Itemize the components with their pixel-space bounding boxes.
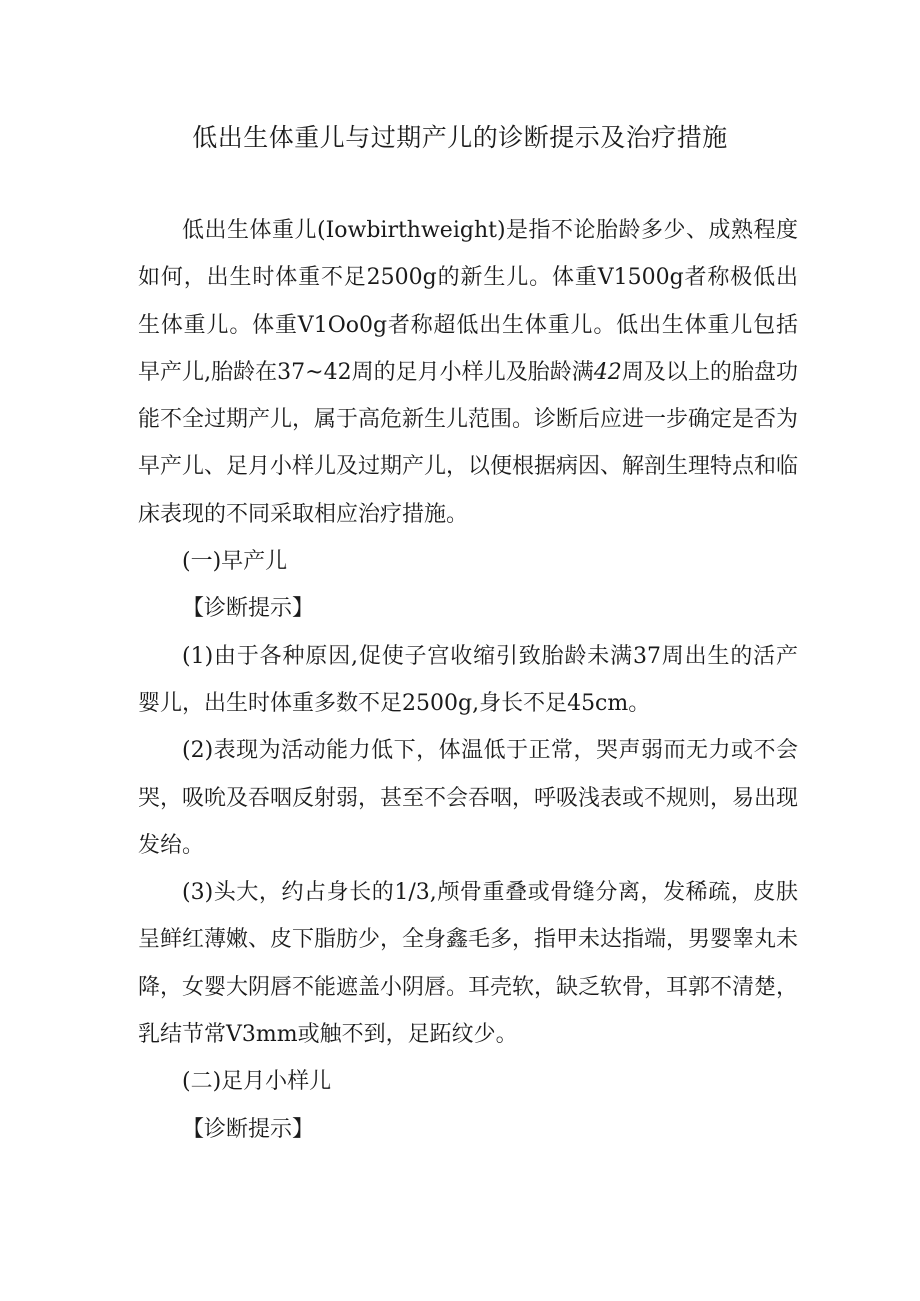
section-1-item-3: (3)头大，约占身长的1/3,颅骨重叠或骨缝分离，发稀疏，皮肤呈鲜红薄嫩、皮下脂肪少，全身鑫毛多，指甲未达指端，男婴睾丸未降，女婴大阴唇不能遮盖小阴唇。耳壳软，缺乏软骨，耳郭不清楚，乳结节常V3mm或触不到，足跖纹少。: [138, 880, 799, 1048]
section-2-subheading: 【诊断提示】: [182, 1116, 315, 1142]
intro-text-part-2: 周及以上的胎盘功能不全过期产儿，属于高危新生儿范围。诊断后应进一步确定是否为早产儿、足月小样儿及过期产儿，以便根据病因、解剖生理特点和临床表现的不同采取相应治疗措施。: [138, 359, 799, 527]
intro-italic-number: 42: [593, 359, 622, 385]
intro-text-part-1: 低出生体重儿(Iowbirthweight)是指不论胎龄多少、成熟程度如何，出生时体重不足2500g的新生儿。体重V1500g者称极低出生体重儿。体重V1Oo0g者称超低出生体重儿。低出生体重儿包括早产儿,胎龄在37~42周的足月小样儿及胎龄满: [138, 218, 798, 385]
intro-paragraph: [138, 207, 798, 538]
section-1-heading: (一)早产儿: [182, 549, 288, 575]
section-2-heading: (二)足月小样儿: [182, 1069, 332, 1095]
section-1-item-2: (2)表现为活动能力低下，体温低于正常，哭声弱而无力或不会哭，吸吮及吞咽反射弱，甚至不会吞咽，呼吸浅表或不规则，易出现发绐。: [138, 738, 799, 858]
section-1-subheading: 【诊断提示】: [182, 596, 315, 622]
document-title: 低出生体重儿与过期产儿的诊断提示及治疗措施: [192, 123, 728, 152]
section-1-item-1: (1)由于各种原因,促使子宫收缩引致胎龄未满37周出生的活产婴儿，出生时体重多数不足2500g,身长不足45cm。: [138, 643, 798, 716]
document-body: [138, 207, 798, 1153]
